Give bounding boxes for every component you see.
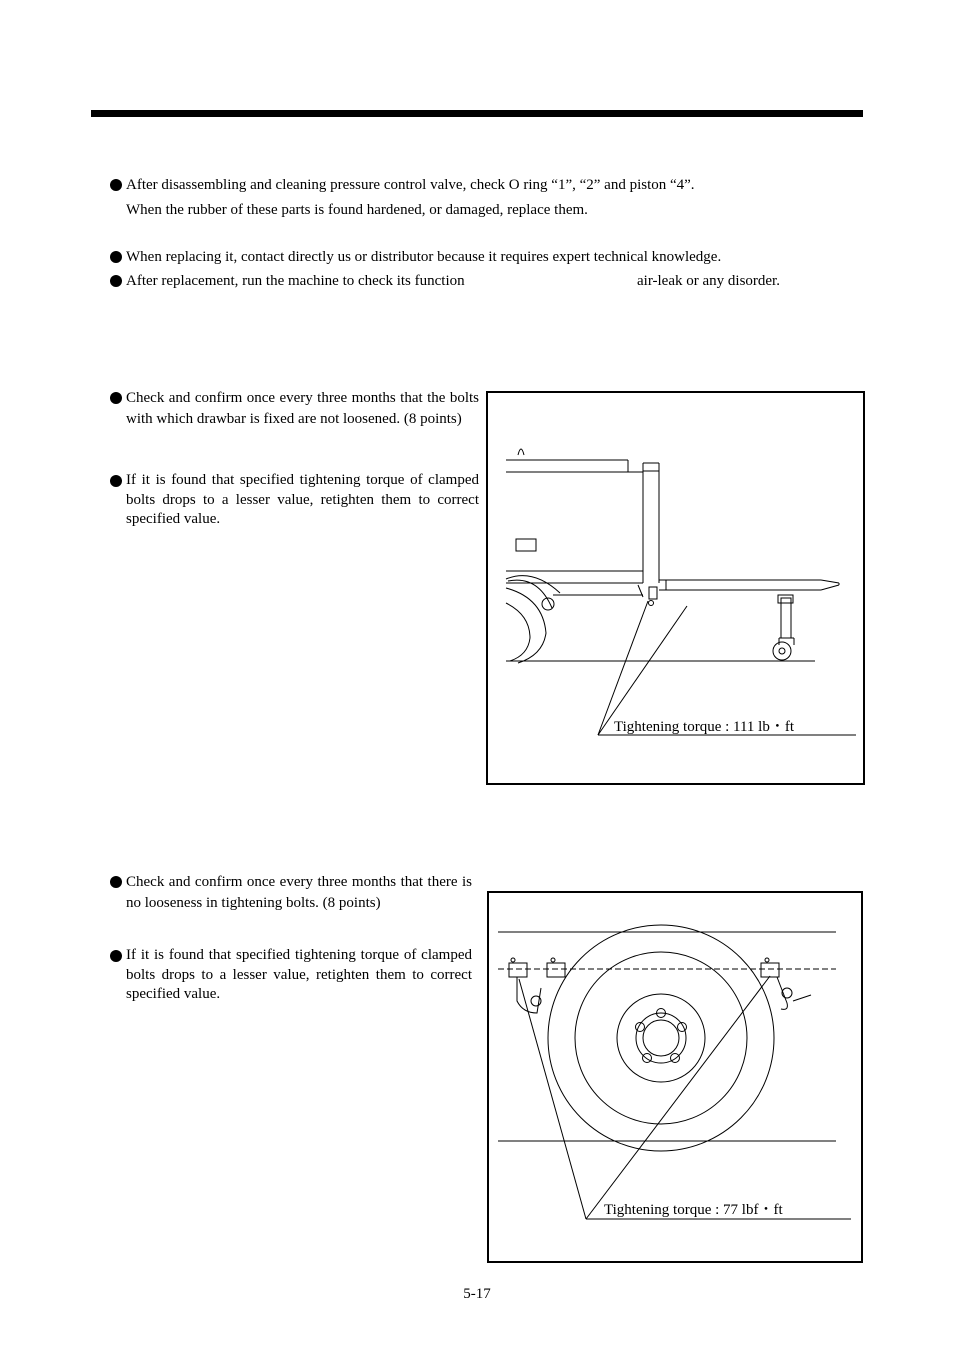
- bullet-dot: [110, 876, 122, 888]
- bullet-text: If it is found that specified tightening torque of clamped bolts drops to a lesser value, retighten them to correct specified value.: [126, 947, 472, 1002]
- axle-bullet-1: [110, 872, 472, 914]
- axle-bullet-2: [110, 946, 472, 1005]
- bullet-dot: [110, 950, 122, 962]
- pressure-valve-bullet-2: [110, 247, 870, 267]
- drawbar-figure: [486, 391, 865, 785]
- bullet-dot: [110, 251, 122, 263]
- bullet-text: After replacement, run the machine to check its function: [126, 273, 465, 289]
- bullet-text: If it is found that specified tightening torque of clamped bolts drops to a lesser value, retighten them to correct specified value.: [126, 472, 479, 527]
- bullet-text: After disassembling and cleaning pressure control valve, check O ring “1”, “2” and piston “4”.: [126, 177, 695, 193]
- bullet-text: Check and confirm once every three months that the bolts with which drawbar is fixed are not loosened. (8 points): [126, 390, 479, 427]
- axle-figure: [487, 891, 863, 1263]
- drawbar-torque-label: Tightening torque : 111 lb・ft: [614, 719, 795, 735]
- bullet-dot: [110, 475, 122, 487]
- drawbar-bullet-2: [110, 471, 479, 530]
- bullet-text-line2: When the rubber of these parts is found hardened, or damaged, replace them.: [126, 202, 588, 218]
- bullet-text: When replacing it, contact directly us or distributor because it requires expert technical knowledge.: [126, 249, 722, 265]
- bullet-text-cont: air-leak or any disorder.: [637, 273, 780, 289]
- drawbar-bullet-1: [110, 388, 479, 430]
- bullet-text: Check and confirm once every three months that there is no looseness in tightening bolts. (8 points): [126, 874, 472, 911]
- bullet-dot: [110, 179, 122, 191]
- axle-torque-label: Tightening torque : 77 lbf・ft: [604, 1202, 783, 1218]
- page-number: 5-17: [463, 1286, 491, 1302]
- bullet-dot: [110, 392, 122, 404]
- pressure-valve-bullet-1: [110, 175, 870, 220]
- header-rule: [91, 110, 863, 117]
- bullet-dot: [110, 275, 122, 287]
- pressure-valve-bullet-3: [110, 271, 870, 291]
